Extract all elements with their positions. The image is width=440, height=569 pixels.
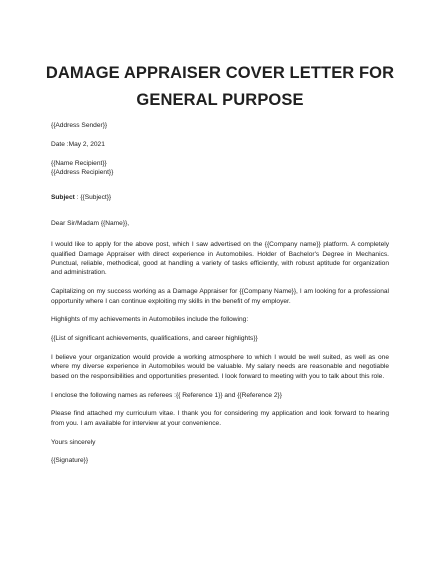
title-line-1: DAMAGE APPRAISER COVER LETTER FOR: [45, 64, 395, 82]
signature: {{Signature}}: [51, 457, 89, 465]
paragraph-highlights: Highlights of my achievements in Automobiles include the following:: [51, 316, 249, 324]
letter-body: [51, 121, 389, 466]
paragraph-intro: I would like to apply for the above post, which I saw advertised on the {{Company name}} platform. A completely qualified Damage Appraiser with direct experience in Automobiles. Holder of Bachelor's Degree in Mechanics. Punctual, reliable, methodical, good at handling a variety of tasks efficiently, with robust aptitude for organization and administration.: [51, 241, 389, 277]
paragraph-referees: I enclose the following names as referees :{{ Reference 1}} and {{Reference 2}}: [51, 391, 282, 399]
address-recipient: {{Address Recipient}}: [51, 169, 114, 176]
closing: Yours sincerely: [51, 438, 96, 446]
paragraph-cv: Please find attached my curriculum vitae. I thank you for considering my application and look forward to hearing from you. I am available for interview at your convenience.: [51, 410, 389, 427]
date-line: Date :May 2, 2021: [51, 140, 105, 148]
subject-line: [51, 193, 389, 202]
paragraph-organization: I believe your organization would provide a working atmosphere to which I would be well suited, as well as one where my diverse experience in Automobiles would be valuable. My salary needs are reasonable and negotiable based on the responsibilities and opportunities presented. I look forward to meeting with you to talk about this role.: [51, 354, 389, 380]
subject-label: Subject: [51, 194, 75, 202]
subject-value: : {{Subject}}: [74, 194, 112, 202]
address-sender: {{Address Sender}}: [51, 122, 108, 129]
title-line-2: GENERAL PURPOSE: [136, 91, 304, 109]
paragraph-achievements-list: {{List of significant achievements, qualifications, and career highlights}}: [51, 335, 258, 343]
paragraph-capitalizing: Capitalizing on my success working as a Damage Appraiser for {{Company Name}}, I am looking for a professional opportunity where I can continue exploiting my skills in the benefit of my employer.: [51, 288, 389, 305]
document-title: [40, 60, 400, 114]
salutation: Dear Sir/Madam {{Name}},: [51, 219, 130, 227]
name-recipient: {{Name Recipient}}: [51, 159, 107, 167]
